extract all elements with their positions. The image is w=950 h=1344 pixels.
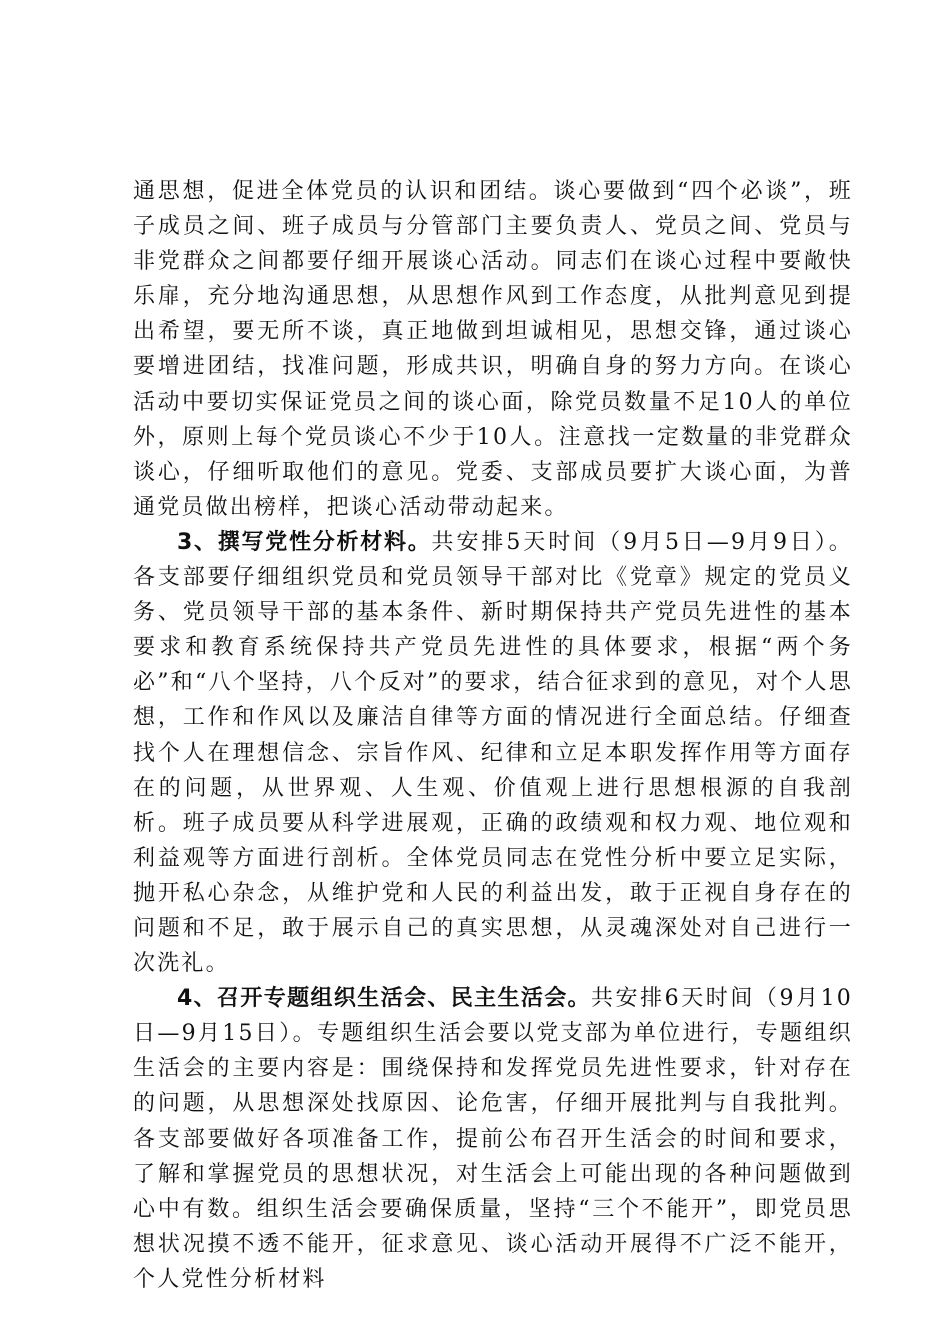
paragraph-talk-activity: [133, 174, 853, 525]
section-heading: 4、召开专题组织生活会、民主生活会。: [177, 986, 591, 1012]
paragraph-body: 共安排6天时间（9月10日—9月15日）。专题组织生活会要以党支部为单位进行，专题组织生活会的主要内容是：围绕保持和发挥党员先进性要求，针对存在的问题，从思想深处找原因、论危害，仔细开展批判与自我批判。各支部要做好各项准备工作，提前公布召开生活会的时间和要求，了解和掌握党员的思想状况，对生活会上可能出现的各种问题做到心中有数。组织生活会要确保质量，坚持“三个不能开”，即党员思想状况摸不透不能开，征求意见、谈心活动开展得不广泛不能开，个人党性分析材料: [133, 986, 854, 1292]
paragraph-party-analysis: [133, 525, 853, 981]
document-body: [133, 174, 853, 1297]
section-heading: 3、撰写党性分析材料。: [177, 529, 432, 555]
paragraph-life-meeting: [133, 981, 853, 1297]
paragraph-body: 共安排5天时间（9月5日—9月9日）。各支部要仔细组织党员和党员领导干部对比《党章》规定的党员义务、党员领导干部的基本条件、新时期保持共产党员先进性的基本要求和教育系统保持共产党员先进性的具体要求，根据“两个务必”和“八个坚持，八个反对”的要求，结合征求到的意见，对个人思想，工作和作风以及廉洁自律等方面的情况进行全面总结。仔细查找个人在理想信念、宗旨作风、纪律和立足本职发挥作用等方面存在的问题，从世界观、人生观、价值观上进行思想根源的自我剖析。班子成员要从科学进展观，正确的政绩观和权力观、地位观和利益观等方面进行剖析。全体党员同志在党性分析中要立足实际，抛开私心杂念，从维护党和人民的利益出发，敢于正视自身存在的问题和不足，敢于展示自己的真实思想，从灵魂深处对自己进行一次洗礼。: [133, 529, 853, 977]
paragraph-body: 通思想，促进全体党员的认识和团结。谈心要做到“四个必谈”，班子成员之间、班子成员与分管部门主要负责人、党员之间、党员与非党群众之间都要仔细开展谈心活动。同志们在谈心过程中要敞快乐扉，充分地沟通思想，从思想作风到工作态度，从批判意见到提出希望，要无所不谈，真正地做到坦诚相见，思想交锋，通过谈心要增进团结，找准问题，形成共识，明确自身的努力方向。在谈心活动中要切实保证党员之间的谈心面，除党员数量不足10人的单位外，原则上每个党员谈心不少于10人。注意找一定数量的非党群众谈心，仔细听取他们的意见。党委、支部成员要扩大谈心面，为普通党员做出榜样，把谈心活动带动起来。: [133, 179, 853, 520]
